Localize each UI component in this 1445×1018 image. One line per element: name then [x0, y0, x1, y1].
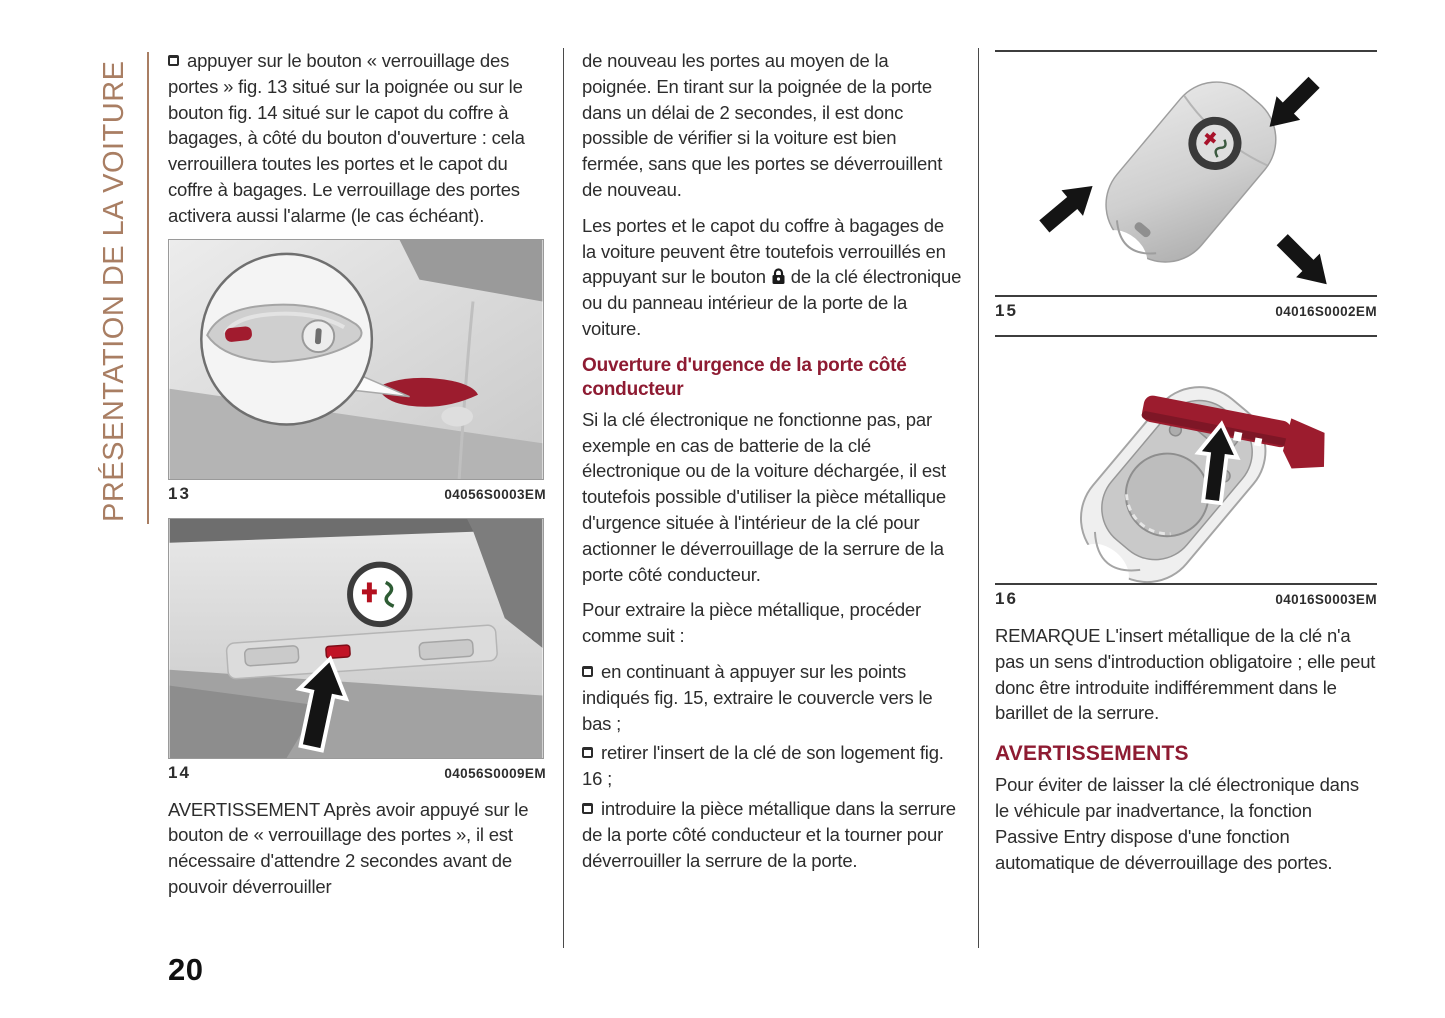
figure-13-caption	[168, 484, 546, 504]
handle-cup	[441, 406, 473, 426]
plate-light-right	[419, 639, 474, 660]
figure-code: 04016S0002EM	[1275, 304, 1377, 319]
section-heading-emergency-opening: Ouverture d'urgence de la porte côté conducteur	[582, 354, 907, 400]
plate-light-left	[244, 645, 299, 666]
figure-number: 16	[995, 589, 1018, 608]
sidebar-rule	[147, 52, 149, 524]
alfa-badge	[350, 564, 410, 624]
chapter-sidebar	[86, 52, 144, 522]
col1-bullet-paragraph	[168, 48, 546, 229]
figure-16	[995, 335, 1377, 609]
col2-paragraph-2a: Les portes et le capot du coffre à bagages de la voiture peuvent être toutefois verrouillés en appuyant sur le bouton	[582, 214, 946, 288]
column-3	[995, 48, 1377, 885]
chapter-title: PRÉSENTATION DE LA VOITURE	[98, 60, 130, 522]
figure-code: 04016S0003EM	[1275, 592, 1377, 607]
figure-15-image	[995, 50, 1377, 297]
figure-number: 14	[168, 762, 191, 782]
col3-remark-paragraph: REMARQUE L'insert métallique de la clé n'a pas un sens d'introduction obligatoire ; elle peut donc être introduite indifféremment dans le barillet de la serrure.	[995, 625, 1376, 724]
bullet-square-icon	[582, 666, 593, 677]
figure-16-caption	[995, 589, 1377, 609]
figure-14-caption	[168, 763, 546, 783]
col2-paragraph-2b: de la clé électronique ou du panneau intérieur de la porte de la voiture.	[582, 266, 962, 339]
figure-14-image	[168, 518, 544, 759]
col2-paragraph-4: Pour extraire la pièce métallique, procéder comme suit :	[582, 599, 921, 647]
figure-16-image	[995, 335, 1377, 585]
figure-number: 15	[995, 301, 1018, 320]
col2-bullet-2	[582, 740, 962, 792]
figure-number: 13	[168, 483, 191, 503]
column-1	[168, 48, 546, 910]
column-2	[582, 48, 962, 877]
bullet-square-icon	[168, 55, 179, 66]
figure-14	[168, 518, 546, 783]
page-number: 20	[168, 952, 204, 987]
figure-code: 04056S0009EM	[444, 765, 546, 781]
trunk-lock-button-red	[326, 644, 351, 658]
bullet-square-icon	[582, 747, 593, 758]
col2-bullet-3	[582, 796, 962, 873]
col2-paragraph-3: Si la clé électronique ne fonctionne pas, par exemple en cas de batterie de la clé électronique ou de la voiture déchargée, il est toutefois possible d'utiliser la pièce métallique d'urgence située à l'intérieur de la clé pour actionner le déverrouillage de la serrure de la porte côté conducteur.	[582, 408, 946, 585]
lock-icon	[771, 268, 786, 285]
figure-13	[168, 239, 546, 504]
warnings-heading: AVERTISSEMENTS	[995, 742, 1189, 766]
figure-15	[995, 50, 1377, 321]
col1-warning-paragraph: AVERTISSEMENT Après avoir appuyé sur le bouton de « verrouillage des portes », il est nécessaire d'attendre 2 secondes avant de pouvoir déverrouiller	[168, 798, 529, 897]
figure-13-image	[168, 239, 544, 480]
col2-paragraph-1: de nouveau les portes au moyen de la poignée. En tirant sur la poignée de la porte dans un délai de 2 secondes, il est donc possible de vérifier si la voiture est bien fermée, sans que les portes se déverrouillent de nouveau.	[582, 50, 943, 200]
col2-bullet-1-text: en continuant à appuyer sur les points indiqués fig. 15, extraire le couvercle vers le bas ;	[582, 660, 933, 734]
col3-warnings-paragraph: Pour éviter de laisser la clé électronique dans le véhicule par inadvertance, la fonction Passive Entry dispose d'une fonction automatique de déverrouillage des portes.	[995, 774, 1359, 873]
column-separator-1	[563, 48, 564, 948]
bullet-square-icon	[582, 803, 593, 814]
col2-paragraph-2	[582, 213, 962, 342]
col2-bullet-2-text: retirer l'insert de la clé de son logement fig. 16 ;	[582, 742, 944, 790]
col1-bullet-text: appuyer sur le bouton « verrouillage des portes » fig. 13 situé sur la poignée ou sur le bouton fig. 14 situé sur le capot du coffre à bagages, à côté du bouton d'ouverture : cela verrouillera toutes les portes et le capot du coffre à bagages. Le verrouillage des portes activera aussi l'alarme (le cas échéant).	[168, 50, 525, 226]
figure-code: 04056S0003EM	[444, 486, 546, 502]
col2-bullet-3-text: introduire la pièce métallique dans la serrure de la porte côté conducteur et la tourner pour déverrouiller la serrure de la porte.	[582, 797, 956, 871]
figure-15-caption	[995, 301, 1377, 321]
col2-bullet-1	[582, 659, 962, 736]
column-separator-2	[978, 48, 979, 948]
